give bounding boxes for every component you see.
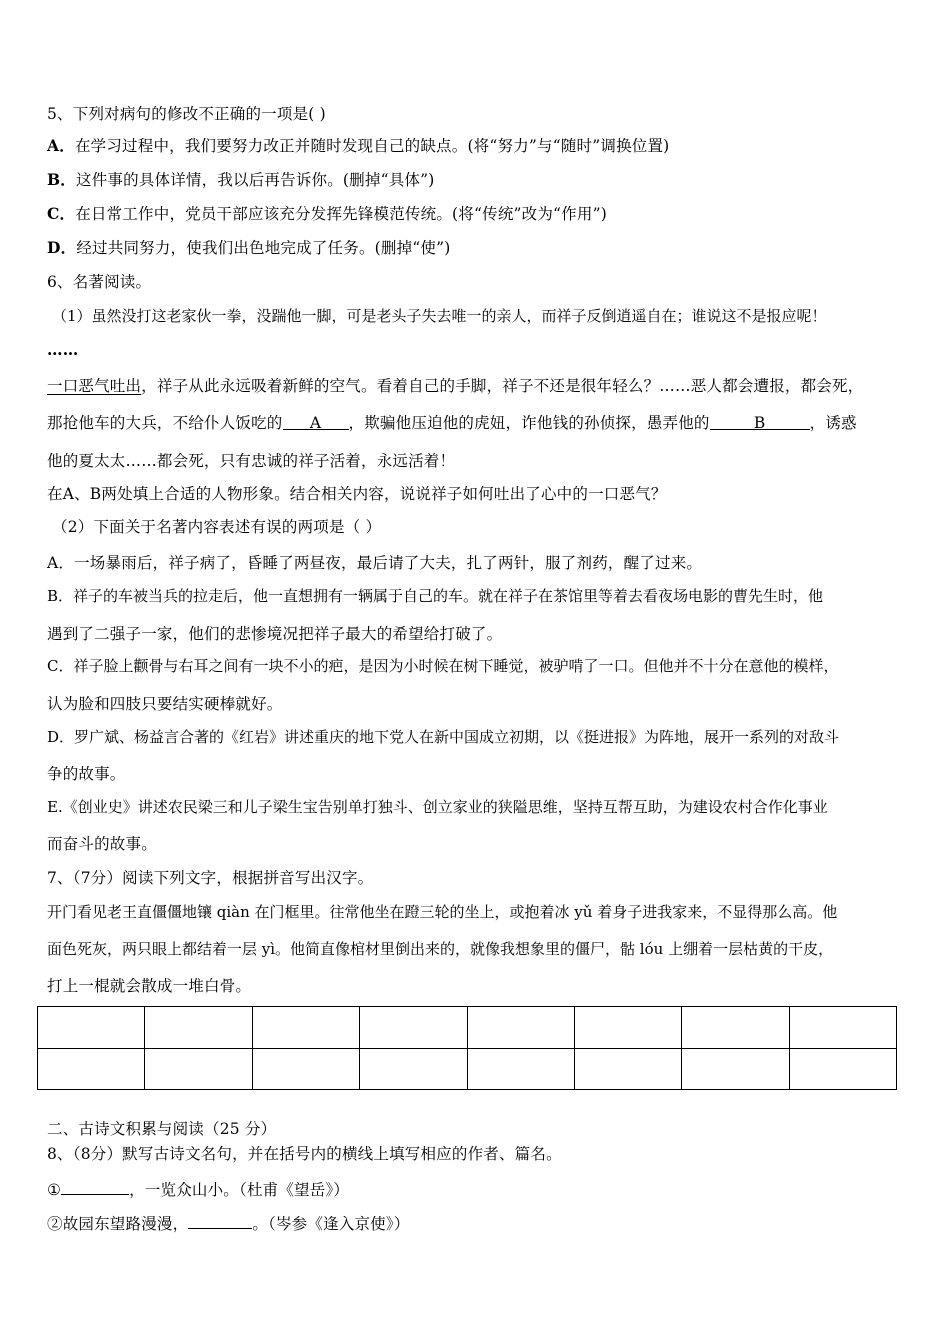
q6-option-c-line2: 认为脸和四肢只要结实硬棒就好。 xyxy=(47,695,283,713)
q6-p1-line4: 他的夏太太……都会死，只有忠诚的祥子活着，永远活着！ xyxy=(47,452,456,470)
q6-p1-line1: （1）虽然没打这老家伙一拳，没踹他一脚，可是老头子失去唯一的亲人，而祥子反倒逍遥自在；谁说这不是报应呢！ xyxy=(52,307,827,325)
answer-grid-row xyxy=(38,1007,897,1049)
q7-line3: 打上一棍就会散成一堆白骨。 xyxy=(47,977,252,995)
q7-line1: 开门看见老王直僵僵地镶 qiàn 在门框里。往常他坐在蹬三轮的坐上，或抱着冰 yǔ 着身子进我家来，不显得那么高。他 xyxy=(47,903,838,921)
q6-p1-line3-a: 那抢他车的大兵，不给仆人饭吃的 xyxy=(47,414,283,432)
answer-cell[interactable] xyxy=(252,1007,359,1049)
blank-b-label: B xyxy=(753,414,766,432)
q5-d-label: D． xyxy=(47,238,77,257)
q6-p1-line3 xyxy=(47,413,857,433)
q6-p1-line2-rest: ，祥子从此永远吸着新鲜的空气。看着自己的手脚，祥子不还是很年轻么？……恶人都会遭报，都会死， xyxy=(141,377,864,395)
answer-cell[interactable] xyxy=(38,1007,145,1049)
answer-cell[interactable] xyxy=(789,1048,896,1090)
q5-stem: 5、下列对病句的修改不正确的一项是( ) xyxy=(47,105,326,123)
q6-underlined-phrase: 一口恶气吐出 xyxy=(47,377,142,395)
q5-b-text: 这件事的具体详情，我以后再告诉你。(删掉“具体”) xyxy=(76,171,435,189)
q6-option-e-line1: E.《创业史》讲述农民梁三和儿子梁生宝告别单打独斗、创立家业的狭隘思维，坚持互帮互助，为建设农村合作化事业 xyxy=(47,798,828,816)
q6-option-b-line2: 遇到了二强子一家，他们的悲惨境况把祥子最大的希望给打破了。 xyxy=(47,625,503,643)
answer-cell[interactable] xyxy=(252,1048,359,1090)
answer-cell[interactable] xyxy=(574,1048,681,1090)
q8-item2-text-a: 故园东望路漫漫， xyxy=(62,1215,189,1233)
q5-b-label: B． xyxy=(47,170,77,189)
q6-option-b-line1: B．祥子的车被当兵的拉走后，他一直想拥有一辆属于自己的车。就在祥子在茶馆里等着去看夜场电影的曹先生时，他 xyxy=(47,587,824,605)
q6-p1-line3-b: ，欺骗他压迫他的虎妞，诈他钱的孙侦探，愚弄他的 xyxy=(348,414,710,432)
answer-cell[interactable] xyxy=(38,1048,145,1090)
answer-cell[interactable] xyxy=(682,1007,789,1049)
q5-c-label: C． xyxy=(47,204,76,223)
q8-item1-num: ① xyxy=(47,1181,62,1199)
q5-option-d xyxy=(47,238,451,258)
q6-p1-line3-c: ，诱惑 xyxy=(809,414,857,432)
section2-title: 二、古诗文积累与阅读（25 分） xyxy=(47,1120,277,1138)
q8-item2-text-b: 。（岑参《逢入京使》） xyxy=(252,1215,410,1233)
q5-option-a xyxy=(47,136,669,156)
blank-a-label: A xyxy=(309,414,322,432)
q5-d-text: 经过共同努力，使我们出色地完成了任务。(删掉“使”) xyxy=(76,239,451,257)
q6-option-d-line1: D．罗广斌、杨益言合著的《红岩》讲述重庆的地下党人在新中国成立初期，以《挺进报》为阵地，展开一系列的对敌斗 xyxy=(47,728,840,746)
q8-item1-text: ，一览众山小。（杜甫《望岳》） xyxy=(129,1181,350,1199)
answer-cell[interactable] xyxy=(145,1007,252,1049)
q5-a-text: 在学习过程中，我们要努力改正并随时发现自己的缺点。(将“努力”与“随时”调换位置) xyxy=(74,137,670,155)
q5-option-c xyxy=(47,204,607,224)
q6-option-e-line2: 而奋斗的故事。 xyxy=(47,835,157,853)
q8-blank-1[interactable] xyxy=(61,1178,129,1195)
q8-blank-2[interactable] xyxy=(188,1212,252,1229)
q8-stem: 8、（8分）默写古诗文名句，并在括号内的横线上填写相应的作者、篇名。 xyxy=(47,1145,562,1163)
answer-cell[interactable] xyxy=(467,1007,574,1049)
q6-ellipsis: …… xyxy=(47,340,79,359)
answer-cell[interactable] xyxy=(467,1048,574,1090)
answer-cell[interactable] xyxy=(682,1048,789,1090)
q8-item2-num: ② xyxy=(47,1215,63,1233)
answer-cell[interactable] xyxy=(574,1007,681,1049)
answer-cell[interactable] xyxy=(145,1048,252,1090)
q5-option-b xyxy=(47,170,434,190)
q6-stem: 6、名著阅读。 xyxy=(47,273,152,291)
q5-c-text: 在日常工作中，党员干部应该充分发挥先锋模范传统。(将“传统”改为“作用”) xyxy=(75,205,607,223)
answer-cell[interactable] xyxy=(789,1007,896,1049)
blank-a[interactable] xyxy=(283,413,349,430)
answer-cell[interactable] xyxy=(360,1007,467,1049)
q6-option-c-line1: C．祥子脸上颧骨与右耳之间有一块不小的疤，是因为小时候在树下睡觉，被驴啃了一口。但他并不十分在意他的模样， xyxy=(47,657,839,675)
q8-item2 xyxy=(47,1212,410,1234)
q5-a-label: A． xyxy=(47,136,75,155)
q6-p1-question: 在A、B两处填上合适的人物形象。结合相关内容，说说祥子如何吐出了心中的一口恶气？ xyxy=(47,485,667,503)
blank-b[interactable] xyxy=(710,413,810,430)
answer-grid xyxy=(37,1006,897,1090)
q7-stem: 7、（7分）阅读下列文字，根据拼音写出汉字。 xyxy=(47,869,374,887)
q6-p1-line2 xyxy=(47,376,863,396)
answer-grid-row xyxy=(38,1048,897,1090)
q7-line2: 面色死灰，两只眼上都结着一层 yì。他简直像棺材里倒出来的，就像我想象里的僵尸，骷 lóu 上绷着一层枯黄的干皮， xyxy=(47,940,834,958)
q8-item1 xyxy=(47,1178,349,1200)
q6-p2-stem: （2）下面关于名著内容表述有误的两项是（ ） xyxy=(52,518,382,536)
q6-option-a: A．一场暴雨后，祥子病了，昏睡了两昼夜，最后请了大夫，扎了两针，服了剂药，醒了过来。 xyxy=(47,554,703,572)
answer-cell[interactable] xyxy=(360,1048,467,1090)
q6-option-d-line2: 争的故事。 xyxy=(47,765,126,783)
